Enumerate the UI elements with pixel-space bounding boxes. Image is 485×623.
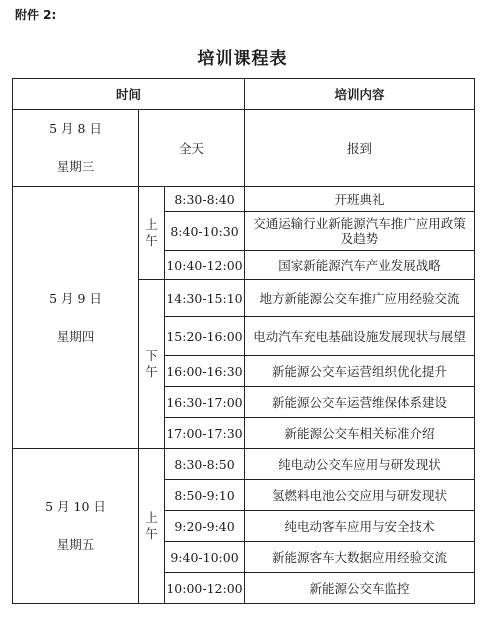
table-row <box>13 187 475 212</box>
content-cell: 纯电动客车应用与安全技术 <box>245 511 475 542</box>
period-cell-pm: 下 午 <box>139 280 165 449</box>
day-date: 5 月 9 日 <box>49 290 102 306</box>
content-cell: 报到 <box>245 110 475 187</box>
day-cell <box>13 449 139 604</box>
day-date: 5 月 10 日 <box>45 499 106 514</box>
schedule-table <box>12 78 475 604</box>
content-cell: 电动汽车充电基础设施发展现状与展望 <box>245 317 475 356</box>
content-cell: 新能源客车大数据应用经验交流 <box>245 542 475 573</box>
period-cell-am: 上 午 <box>139 187 165 280</box>
time-cell: 8:30-8:50 <box>165 449 245 480</box>
time-cell: 10:00-12:00 <box>165 573 245 604</box>
day-weekday: 星期四 <box>56 328 95 344</box>
header-row <box>13 79 475 110</box>
day-cell <box>13 110 139 187</box>
header-time: 时间 <box>13 79 245 110</box>
time-cell: 8:30-8:40 <box>165 187 245 212</box>
time-cell: 9:40-10:00 <box>165 542 245 573</box>
content-cell: 新能源公交车运营组织优化提升 <box>245 356 475 387</box>
day-date: 5 月 8 日 <box>49 121 102 136</box>
slot-cell: 全天 <box>139 110 245 187</box>
time-cell: 10:40-12:00 <box>165 251 245 280</box>
day-cell <box>13 187 139 449</box>
day-weekday: 星期三 <box>56 159 95 174</box>
table-row <box>13 449 475 480</box>
attachment-label: 附件 2: <box>15 8 57 22</box>
content-cell: 国家新能源汽车产业发展战略 <box>245 251 475 280</box>
content-cell: 新能源公交车运营维保体系建设 <box>245 387 475 418</box>
day-weekday: 星期五 <box>56 537 95 552</box>
time-cell: 9:20-9:40 <box>165 511 245 542</box>
time-cell: 17:00-17:30 <box>165 418 245 449</box>
time-cell: 15:20-16:00 <box>165 317 245 356</box>
content-cell: 纯电动公交车应用与研发现状 <box>245 449 475 480</box>
period-cell-am: 上 午 <box>139 449 165 604</box>
content-cell: 新能源公交车相关标准介绍 <box>245 418 475 449</box>
content-cell: 地方新能源公交车推广应用经验交流 <box>245 280 475 317</box>
content-cell: 交通运输行业新能源汽车推广应用政策及趋势 <box>245 212 475 251</box>
time-cell: 16:30-17:00 <box>165 387 245 418</box>
header-content: 培训内容 <box>245 79 475 110</box>
time-cell: 8:50-9:10 <box>165 480 245 511</box>
page-title: 培训课程表 <box>197 49 288 69</box>
time-cell: 16:00-16:30 <box>165 356 245 387</box>
time-cell: 14:30-15:10 <box>165 280 245 317</box>
content-cell: 新能源公交车监控 <box>245 573 475 604</box>
content-cell: 氢燃料电池公交应用与研发现状 <box>245 480 475 511</box>
content-cell: 开班典礼 <box>245 187 475 212</box>
table-row <box>13 110 475 187</box>
time-cell: 8:40-10:30 <box>165 212 245 251</box>
